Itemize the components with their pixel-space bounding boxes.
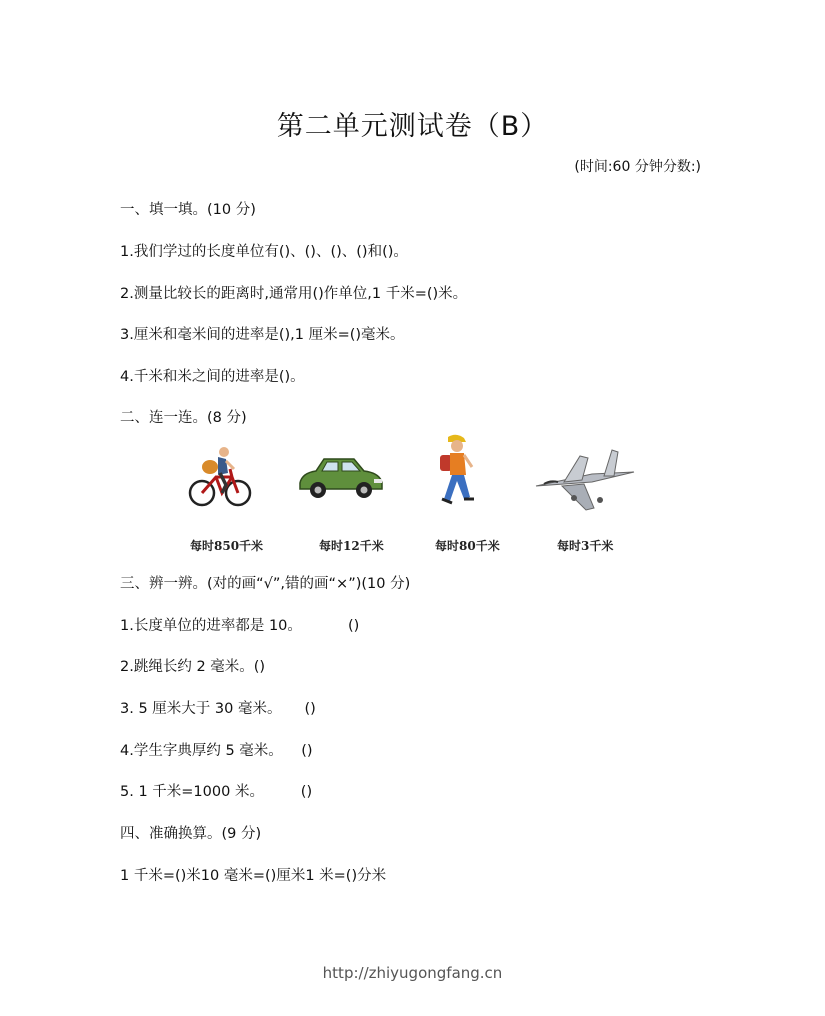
footer-url: http://zhiyugongfang.cn <box>322 964 503 982</box>
page-title: 第二单元测试卷（B） <box>276 111 549 142</box>
section-heading-fill: 一、填一填。(10 分) <box>120 202 256 218</box>
question-4-1: 1 千米=()米10 毫米=()厘米1 米=()分米 <box>120 868 387 884</box>
exam-meta: (时间:60 分钟分数:) <box>574 159 701 175</box>
walking-child-icon <box>434 433 480 509</box>
question-1-1: 1.我们学过的长度单位有()、()、()、()和()。 <box>120 244 408 260</box>
question-3-3: 3. 5 厘米大于 30 毫米。 () <box>120 701 316 717</box>
picture-caption: 每时3千米 <box>557 539 614 553</box>
question-1-3: 3.厘米和毫米间的进率是(),1 厘米=()毫米。 <box>120 327 405 343</box>
question-1-2: 2.测量比较长的距离时,通常用()作单位,1 千米=()米。 <box>120 286 468 302</box>
bicycle-rider-icon <box>186 443 256 509</box>
picture-caption: 每时850千米 <box>190 539 264 553</box>
question-3-4: 4.学生字典厚约 5 毫米。 () <box>120 743 313 759</box>
picture-caption: 每时12千米 <box>319 539 384 553</box>
question-1-4: 4.千米和米之间的进率是()。 <box>120 369 305 385</box>
car-icon <box>296 453 384 503</box>
jet-plane-icon <box>534 448 638 514</box>
section-heading-judge: 三、辨一辨。(对的画“√”,错的画“×”)(10 分) <box>120 576 411 592</box>
section-heading-convert: 四、准确换算。(9 分) <box>120 826 262 842</box>
section-heading-match: 二、连一连。(8 分) <box>120 410 247 426</box>
question-3-5: 5. 1 千米=1000 米。 () <box>120 784 313 800</box>
question-3-1: 1.长度单位的进率都是 10。 () <box>120 618 360 634</box>
question-3-2: 2.跳绳长约 2 毫米。() <box>120 659 266 675</box>
picture-caption: 每时80千米 <box>435 539 500 553</box>
